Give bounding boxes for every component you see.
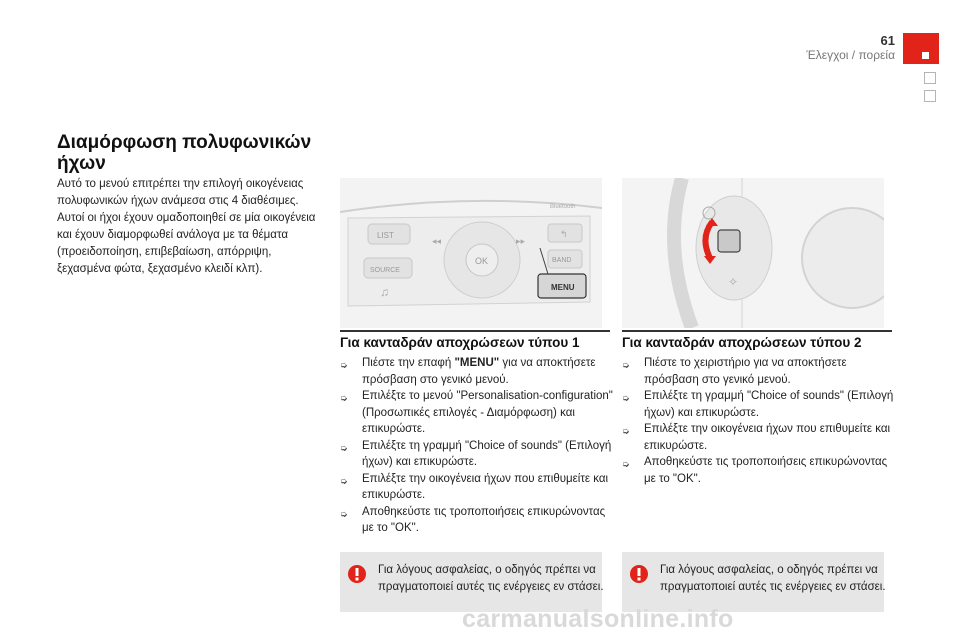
type1-heading: Για κανταδράν αποχρώσεων τύπου 1 bbox=[340, 330, 610, 350]
list-item bbox=[340, 504, 620, 537]
list-item bbox=[622, 421, 902, 454]
step-text: Επιλέξτε τη γραμμή "Choice of sounds" (Επιλογή ήχων) και επικυρώστε. bbox=[644, 390, 894, 419]
list-item bbox=[622, 388, 902, 421]
pointer-icon: ➭ bbox=[340, 508, 348, 519]
type1-warning-box bbox=[340, 552, 602, 612]
chapter-tab bbox=[903, 33, 939, 64]
chapter-marker-icon bbox=[922, 52, 929, 59]
chapter-square-icon bbox=[924, 72, 936, 84]
warning-text: Για λόγους ασφαλείας, ο οδηγός πρέπει να πραγματοποιεί αυτές τις ενέργειες εν στάσει. bbox=[660, 564, 886, 593]
bluetooth-label: Bluetooth bbox=[550, 204, 576, 210]
band-button-label: BAND bbox=[552, 257, 572, 264]
list-item bbox=[622, 454, 902, 487]
list-item bbox=[340, 471, 620, 504]
step-bold-text: "MENU" bbox=[454, 357, 500, 369]
type2-heading: Για κανταδράν αποχρώσεων τύπου 2 bbox=[622, 330, 892, 350]
source-button-label: SOURCE bbox=[370, 267, 400, 274]
step-text: Επιλέξτε την οικογένεια ήχων που επιθυμείτε και επικυρώστε. bbox=[644, 423, 891, 452]
svg-text:▸▸: ▸▸ bbox=[516, 236, 526, 246]
list-item bbox=[340, 438, 620, 471]
pointer-icon: ➭ bbox=[340, 442, 348, 453]
type1-steps-list bbox=[340, 355, 620, 537]
section-title: Έλεγχοι / πορεία bbox=[806, 48, 895, 62]
step-text: Επιλέξτε το μενού "Personalisation-configuration" (Προσωπικές επιλογές - Διαμόρφωση) και επικυρώστε. bbox=[362, 390, 613, 435]
list-button-label: LIST bbox=[377, 231, 394, 240]
step-text: για να αποκτήσετε πρόσβαση στο γενικό μενού. bbox=[362, 357, 596, 386]
step-text: Αποθηκεύστε τις τροποποιήσεις επικυρώνοντας με το "OK". bbox=[644, 456, 888, 485]
svg-text:↰: ↰ bbox=[560, 229, 568, 239]
pointer-icon: ➭ bbox=[622, 459, 630, 469]
type2-steps-list bbox=[622, 355, 902, 487]
chapter-square-icon bbox=[924, 90, 936, 102]
step-text: Πιέστε το χειριστήριο για να αποκτήσετε πρόσβαση στο γενικό μενού. bbox=[644, 357, 847, 386]
step-text: Επιλέξτε τη γραμμή "Choice of sounds" (Επιλογή ήχων) και επικυρώστε. bbox=[362, 439, 612, 468]
menu-button-label: MENU bbox=[551, 283, 575, 292]
step-text: Αποθηκεύστε τις τροποποιήσεις επικυρώνοντας με το "OK". bbox=[362, 505, 606, 534]
page-title: Διαμόρφωση πολυφωνικών ήχων bbox=[57, 132, 312, 174]
pointer-icon: ➭ bbox=[340, 393, 348, 403]
warning-icon bbox=[348, 565, 366, 583]
list-item bbox=[340, 388, 620, 438]
step-text: Πιέστε την επαφή bbox=[362, 357, 455, 369]
svg-text:✧: ✧ bbox=[728, 275, 739, 289]
pointer-icon: ➭ bbox=[340, 475, 348, 486]
page-number: 61 bbox=[880, 33, 895, 48]
list-item bbox=[340, 355, 620, 388]
pointer-icon: ➭ bbox=[340, 360, 348, 370]
step-text: Επιλέξτε την οικογένεια ήχων που επιθυμείτε και επικυρώστε. bbox=[362, 472, 609, 501]
ok-button-label: OK bbox=[475, 256, 489, 266]
warning-text: Για λόγους ασφαλείας, ο οδηγός πρέπει να πραγματοποιεί αυτές τις ενέργειες εν στάσει. bbox=[378, 564, 604, 593]
intro-text: Αυτό το μενού επιτρέπει την επιλογή οικογένειας πολυφωνικών ήχων ανάμεσα στις 4 διαθέσιμες. Αυτοί οι ήχοι έχουν ομαδοποιηθεί σε μία οικογένεια και έχουν διαμορφωθεί ανάλογα με τα θέματα (προειδοποίηση, επιβεβαίωση, απόρριψη, ξεχασμένα φώτα, ξεχασμένο κλειδί κλπ). bbox=[57, 178, 316, 275]
watermark: carmanualsonline.info bbox=[462, 605, 734, 633]
warning-icon bbox=[630, 565, 648, 583]
list-item bbox=[622, 355, 902, 388]
control-panel-image bbox=[340, 178, 602, 328]
type2-warning-box bbox=[622, 552, 884, 612]
svg-text:♫: ♫ bbox=[380, 285, 389, 299]
steering-wheel-control-image bbox=[622, 178, 884, 328]
pointer-icon: ➭ bbox=[622, 426, 630, 436]
pointer-icon: ➭ bbox=[622, 360, 630, 370]
pointer-icon: ➭ bbox=[622, 393, 630, 403]
svg-text:◂◂: ◂◂ bbox=[432, 236, 442, 246]
